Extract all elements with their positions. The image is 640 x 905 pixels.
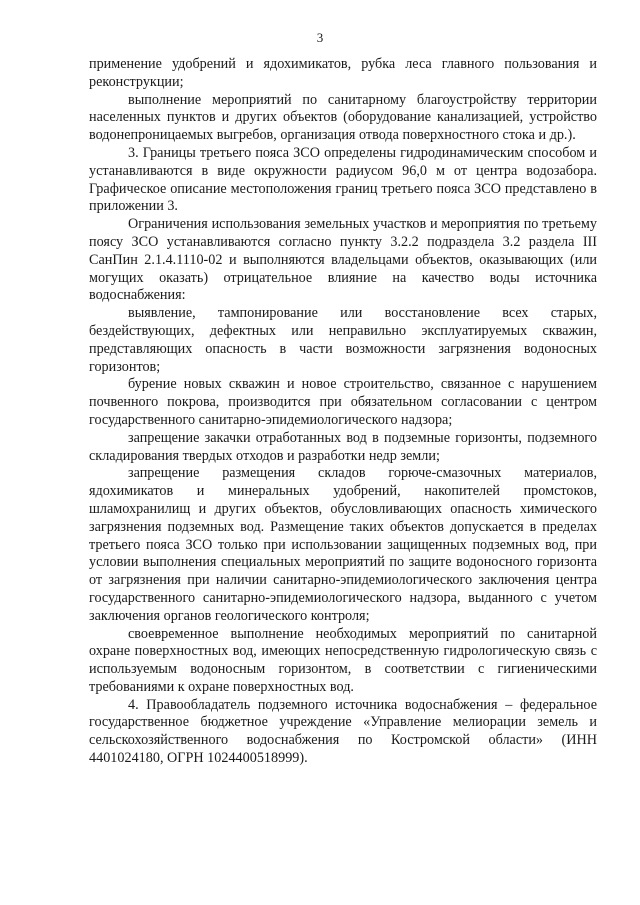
paragraph-drilling: бурение новых скважин и новое строительство, связанное с нарушением почвенного покрова, производится при обязательном согласовании с центром государственного санитарно-эпидемиологического надзора; [89,376,597,428]
paragraph-well-plugging: выявление, тампонирование или восстановление всех старых, бездействующих, дефектных или неправильно эксплуатируемых скважин, представляющих опасность в части возможности загрязнения водоносных горизонтов; [89,305,597,375]
paragraph-rights-holder: 4. Правообладатель подземного источника водоснабжения – федеральное государственное бюджетное учреждение «Управление мелиорации земель и сельскохозяйственного водоснабжения по Костромской области» (ИНН 4401024180, ОГРН 1024400518999). [89,696,597,767]
paragraph-surface-water-protection: своевременное выполнение необходимых мероприятий по санитарной охране поверхностных вод, имеющих непосредственную гидрологическую связь с используемым водоносным горизонтом, в соответствии с гигиеническими требованиями к охране поверхностных вод. [89,625,597,695]
paragraph-continuation: применение удобрений и ядохимикатов, рубка леса главного пользования и реконструкции; [89,56,597,90]
paragraph-injection-ban: запрещение закачки отработанных вод в подземные горизонты, подземного складирования твердых отходов и разработки недр земли; [89,429,597,464]
paragraph-storage-ban: запрещение размещения складов горюче-смазочных материалов, ядохимикатов и минеральных удобрений, накопителей промстоков, шламохранилищ и других объектов, обусловливающих опасность химического загрязнения подземных вод. Размещение таких объектов допускается в пределах третьего пояса ЗСО только при использовании защищенных подземных вод, при условии выполнения специальных мероприятий по защите водоносного горизонта от загрязнения при наличии санитарно-эпидемиологического заключения центра государственного санитарно-эпидемиологического надзора, выданного с учетом заключения органов геологического контроля; [89,465,597,624]
paragraph-third-zone-restrictions: Ограничения использования земельных участков и мероприятия по третьему поясу ЗСО устанавливаются согласно пункту 3.2.2 подраздела 3.2 раздела III СанПин 2.1.4.1110-02 и выполняются владельцами объектов, оказывающих (или могущих оказать) отрицательное влияние на качество воды источника водоснабжения: [89,216,597,304]
document-body [89,56,597,768]
paragraph-sanitary-improvement: выполнение мероприятий по санитарному благоустройству территории населенных пунктов и других объектов (оборудование канализацией, устройство водонепроницаемых выгребов, организация отвода поверхностного стока и др.). [89,91,597,144]
paragraph-third-zone-boundaries: 3. Границы третьего пояса ЗСО определены гидродинамическим способом и устанавливаются в виде окружности радиусом 96,0 м от центра водозабора. Графическое описание местоположения границ третьего пояса ЗСО представлено в приложении 3. [89,144,597,215]
page-number: 3 [316,30,324,45]
